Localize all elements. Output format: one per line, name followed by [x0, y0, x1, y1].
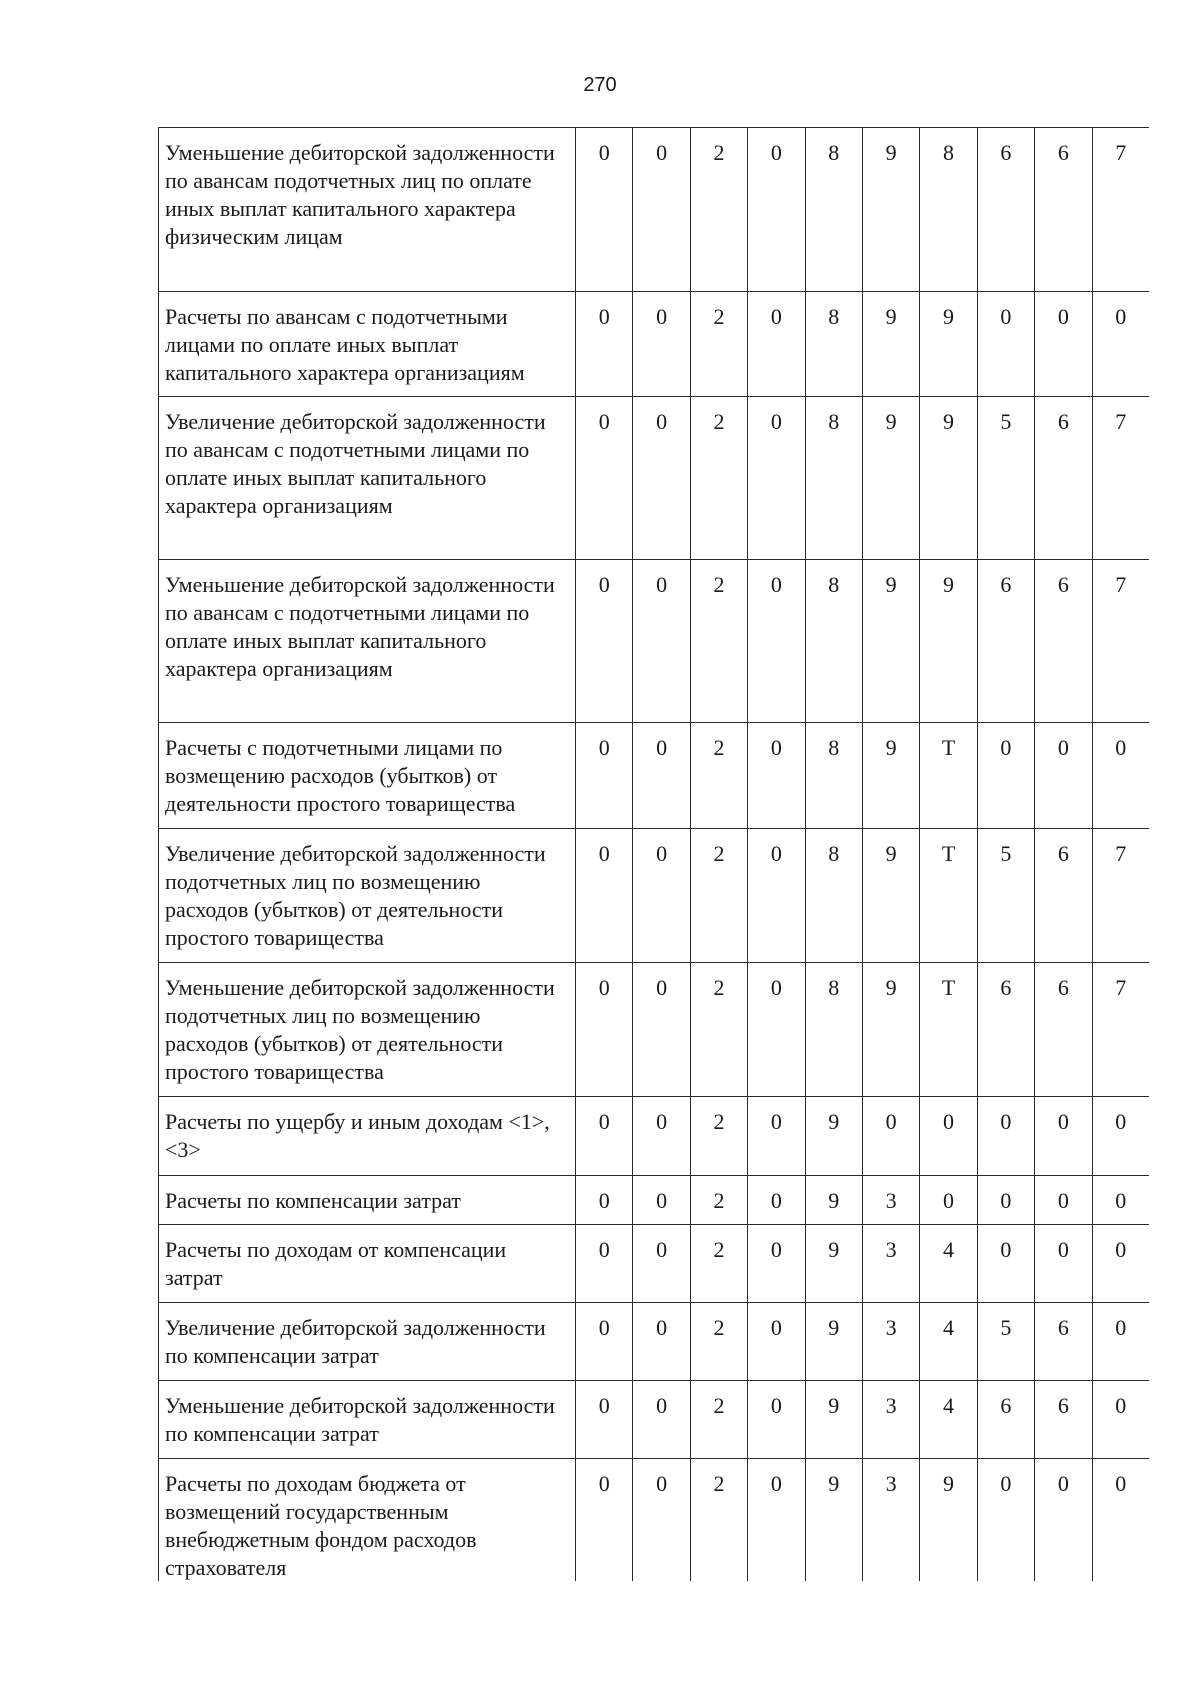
code-cell: 0: [633, 963, 690, 1097]
row-description: Расчеты по компенсации затрат: [159, 1176, 576, 1225]
code-cell: 7: [1092, 128, 1149, 292]
code-cell: 0: [576, 1303, 633, 1381]
code-cell: 8: [805, 829, 862, 963]
code-cell: 0: [748, 1097, 805, 1176]
code-cell: 0: [1092, 723, 1149, 829]
code-cell: 2: [690, 1381, 747, 1459]
code-cell: 9: [805, 1225, 862, 1303]
code-cell: 2: [690, 560, 747, 723]
code-cell: 6: [1035, 829, 1092, 963]
code-cell: 6: [977, 560, 1034, 723]
code-cell: 9: [862, 723, 919, 829]
code-cell: 0: [977, 292, 1034, 397]
code-cell: 0: [1092, 1381, 1149, 1459]
code-cell: 8: [805, 963, 862, 1097]
code-cell: 8: [805, 723, 862, 829]
code-cell: 9: [862, 128, 919, 292]
code-cell: 2: [690, 1303, 747, 1381]
code-cell: 0: [576, 292, 633, 397]
code-cell: 6: [1035, 963, 1092, 1097]
code-cell: 0: [748, 723, 805, 829]
code-cell: 0: [748, 1225, 805, 1303]
code-cell: 0: [633, 723, 690, 829]
code-cell: 0: [1035, 1225, 1092, 1303]
code-cell: 0: [748, 829, 805, 963]
code-cell: 3: [862, 1225, 919, 1303]
code-cell: 0: [633, 560, 690, 723]
code-cell: 7: [1092, 829, 1149, 963]
accounts-table: [158, 127, 1149, 1581]
table-row: [159, 1176, 1150, 1225]
code-cell: 8: [805, 397, 862, 560]
code-cell: 0: [633, 1303, 690, 1381]
code-cell: 9: [920, 560, 977, 723]
code-cell: 7: [1092, 560, 1149, 723]
code-cell: 0: [576, 963, 633, 1097]
code-cell: 0: [977, 723, 1034, 829]
table-row: [159, 560, 1150, 723]
code-cell: 0: [633, 1459, 690, 1582]
code-cell: 0: [576, 1176, 633, 1225]
table-row: [159, 1097, 1150, 1176]
code-cell: 6: [1035, 1381, 1092, 1459]
code-cell: 0: [633, 292, 690, 397]
code-cell: 0: [748, 1176, 805, 1225]
code-cell: 8: [920, 128, 977, 292]
code-cell: 8: [805, 560, 862, 723]
code-cell: 5: [977, 1303, 1034, 1381]
code-cell: 0: [748, 1459, 805, 1582]
code-cell: 0: [1092, 1459, 1149, 1582]
code-cell: 9: [920, 292, 977, 397]
code-cell: 8: [805, 128, 862, 292]
table-row: [159, 963, 1150, 1097]
code-cell: 0: [920, 1097, 977, 1176]
table-row: [159, 1459, 1150, 1582]
code-cell: 0: [1092, 1176, 1149, 1225]
code-cell: 3: [862, 1381, 919, 1459]
code-cell: 0: [920, 1176, 977, 1225]
code-cell: Т: [920, 723, 977, 829]
code-cell: 2: [690, 1225, 747, 1303]
code-cell: 6: [977, 128, 1034, 292]
code-cell: 8: [805, 292, 862, 397]
code-cell: 0: [1092, 1097, 1149, 1176]
code-cell: 0: [748, 560, 805, 723]
row-description: Уменьшение дебиторской задолженности по авансам с подотчетными лицами по оплате иных выплат капитального характера организациям: [159, 560, 576, 723]
code-cell: 9: [805, 1097, 862, 1176]
code-cell: 0: [748, 397, 805, 560]
row-description: Расчеты по авансам с подотчетными лицами по оплате иных выплат капитального характера организациям: [159, 292, 576, 397]
code-cell: 0: [633, 128, 690, 292]
code-cell: 4: [920, 1303, 977, 1381]
code-cell: 0: [1092, 292, 1149, 397]
row-description: Уменьшение дебиторской задолженности по компенсации затрат: [159, 1381, 576, 1459]
code-cell: 3: [862, 1303, 919, 1381]
code-cell: 0: [576, 1459, 633, 1582]
table-row: [159, 1381, 1150, 1459]
accounts-table-wrapper: [158, 127, 1149, 1581]
row-description: Уменьшение дебиторской задолженности по авансам подотчетных лиц по оплате иных выплат капитального характера физическим лицам: [159, 128, 576, 292]
row-description: Расчеты с подотчетными лицами по возмещению расходов (убытков) от деятельности простого товарищества: [159, 723, 576, 829]
code-cell: 5: [977, 829, 1034, 963]
code-cell: 0: [977, 1459, 1034, 1582]
code-cell: 7: [1092, 963, 1149, 1097]
code-cell: 0: [633, 1176, 690, 1225]
code-cell: 9: [862, 829, 919, 963]
code-cell: 9: [805, 1381, 862, 1459]
code-cell: Т: [920, 829, 977, 963]
code-cell: 2: [690, 1459, 747, 1582]
code-cell: 6: [977, 963, 1034, 1097]
code-cell: 0: [862, 1097, 919, 1176]
code-cell: 0: [748, 128, 805, 292]
code-cell: 2: [690, 1176, 747, 1225]
table-row: [159, 1225, 1150, 1303]
table-row: [159, 829, 1150, 963]
code-cell: 0: [633, 1381, 690, 1459]
code-cell: 9: [920, 397, 977, 560]
code-cell: 0: [1035, 1459, 1092, 1582]
code-cell: 0: [576, 1381, 633, 1459]
code-cell: 0: [576, 128, 633, 292]
code-cell: 6: [1035, 397, 1092, 560]
code-cell: 0: [748, 292, 805, 397]
code-cell: 0: [576, 1225, 633, 1303]
code-cell: 0: [576, 829, 633, 963]
code-cell: 3: [862, 1459, 919, 1582]
row-description: Расчеты по доходам от компенсации затрат: [159, 1225, 576, 1303]
code-cell: 9: [862, 397, 919, 560]
row-description: Увеличение дебиторской задолженности по авансам с подотчетными лицами по оплате иных выплат капитального характера организациям: [159, 397, 576, 560]
code-cell: Т: [920, 963, 977, 1097]
code-cell: 2: [690, 723, 747, 829]
code-cell: 2: [690, 292, 747, 397]
code-cell: 0: [748, 1381, 805, 1459]
code-cell: 0: [576, 397, 633, 560]
code-cell: 2: [690, 128, 747, 292]
code-cell: 0: [748, 1303, 805, 1381]
row-description: Увеличение дебиторской задолженности по компенсации затрат: [159, 1303, 576, 1381]
code-cell: 0: [1092, 1303, 1149, 1381]
table-row: [159, 292, 1150, 397]
code-cell: 9: [805, 1176, 862, 1225]
code-cell: 0: [633, 1225, 690, 1303]
code-cell: 9: [862, 560, 919, 723]
code-cell: 0: [633, 397, 690, 560]
code-cell: 0: [977, 1097, 1034, 1176]
table-row: [159, 723, 1150, 829]
code-cell: 9: [805, 1303, 862, 1381]
table-row: [159, 128, 1150, 292]
table-row: [159, 397, 1150, 560]
code-cell: 0: [748, 963, 805, 1097]
page-number: 270: [583, 74, 617, 96]
code-cell: 4: [920, 1225, 977, 1303]
code-cell: 6: [1035, 560, 1092, 723]
code-cell: 2: [690, 829, 747, 963]
code-cell: 2: [690, 963, 747, 1097]
code-cell: 0: [576, 560, 633, 723]
table-row: [159, 1303, 1150, 1381]
row-description: Уменьшение дебиторской задолженности подотчетных лиц по возмещению расходов (убытков) от деятельности простого товарищества: [159, 963, 576, 1097]
code-cell: 9: [920, 1459, 977, 1582]
row-description: Расчеты по ущербу и иным доходам <1>, <3>: [159, 1097, 576, 1176]
code-cell: 4: [920, 1381, 977, 1459]
row-description: Расчеты по доходам бюджета от возмещений государственным внебюджетным фондом расходов страхователя: [159, 1459, 576, 1582]
code-cell: 0: [1035, 723, 1092, 829]
code-cell: 6: [1035, 1303, 1092, 1381]
code-cell: 6: [977, 1381, 1034, 1459]
code-cell: 2: [690, 1097, 747, 1176]
code-cell: 6: [1035, 128, 1092, 292]
code-cell: 7: [1092, 397, 1149, 560]
code-cell: 2: [690, 397, 747, 560]
code-cell: 0: [1035, 292, 1092, 397]
code-cell: 3: [862, 1176, 919, 1225]
code-cell: 0: [1035, 1176, 1092, 1225]
code-cell: 0: [1092, 1225, 1149, 1303]
code-cell: 0: [977, 1176, 1034, 1225]
code-cell: 5: [977, 397, 1034, 560]
code-cell: 9: [862, 963, 919, 1097]
code-cell: 0: [1035, 1097, 1092, 1176]
row-description: Увеличение дебиторской задолженности подотчетных лиц по возмещению расходов (убытков) от деятельности простого товарищества: [159, 829, 576, 963]
code-cell: 9: [862, 292, 919, 397]
code-cell: 0: [576, 723, 633, 829]
code-cell: 0: [633, 829, 690, 963]
code-cell: 9: [805, 1459, 862, 1582]
code-cell: 0: [977, 1225, 1034, 1303]
code-cell: 0: [633, 1097, 690, 1176]
code-cell: 0: [576, 1097, 633, 1176]
